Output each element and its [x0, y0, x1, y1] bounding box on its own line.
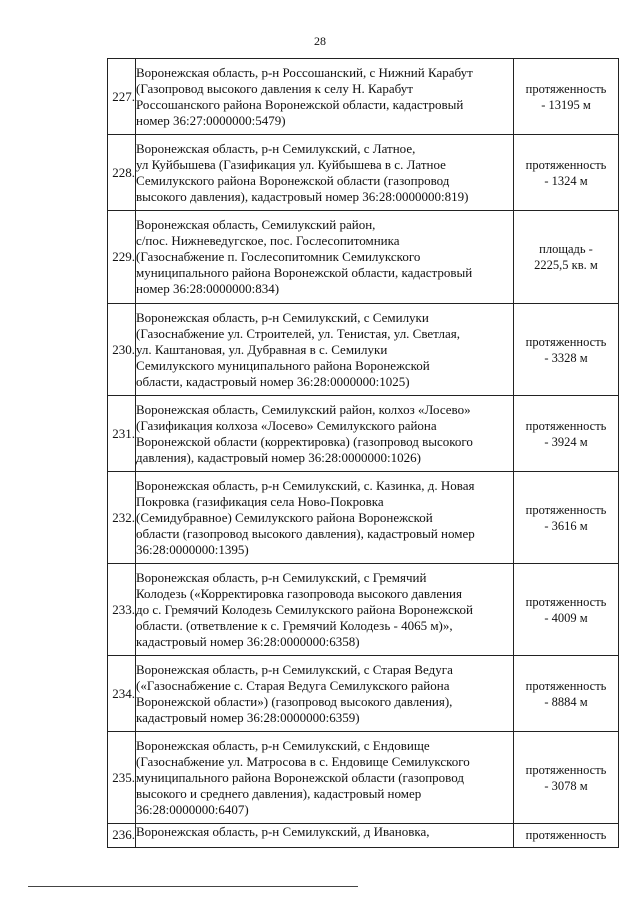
- object-description: Воронежская область, р-н Семилукский, с Латное, ул Куйбышева (Газификация ул. Куйбышева в с. Латное Семилукского района Воронежской области (газопровод высокого давления), кадастровый номер 36:28:0000000:819): [136, 135, 514, 211]
- object-description: Воронежская область, р-н Семилукский, с. Казинка, д. Новая Покровка (газификация села Ново-Покровка (Семидубравное) Семилукского района Воронежской области (газопровод высокого давления), кадастровый номер 36:28:0000000:1395): [136, 472, 514, 564]
- row-number: 233.: [108, 564, 136, 656]
- object-description: Воронежская область, Семилукский район, с/пос. Нижневедугское, пос. Гослесопитомника (Газоснабжение п. Гослесопитомник Семилукского муниципального района Воронежской области, кадастровый номер 36:28:0000000:834): [136, 211, 514, 304]
- object-description: Воронежская область, р-н Семилукский, с Гремячий Колодезь («Корректировка газопровода высокого давления до с. Гремячий Колодезь Семилукского района Воронежской области. (ответвление к с. Гремячий Колодезь - 4065 м)», кадастровый номер 36:28:0000000:6358): [136, 564, 514, 656]
- row-number: 231.: [108, 396, 136, 472]
- object-measurement: протяженность - 3328 м: [514, 304, 619, 396]
- object-description: Воронежская область, р-н Семилукский, с Старая Ведуга («Газоснабжение с. Старая Ведуга Семилукского района Воронежской области») (газопровод высокого давления), кадастровый номер 36:28:0000000:6359): [136, 656, 514, 732]
- object-description: Воронежская область, р-н Семилукский, д Ивановка,: [136, 824, 514, 848]
- table-row: [108, 304, 619, 396]
- row-number: 227.: [108, 59, 136, 135]
- object-description: Воронежская область, р-н Семилукский, с Ендовище (Газоснабжение ул. Матросова в с. Ендовище Семилукского муниципального района Воронежской области (газопровод высокого и среднего давления), кадастровый номер 36:28:0000000:6407): [136, 732, 514, 824]
- table-row: [108, 472, 619, 564]
- table-row: [108, 732, 619, 824]
- table-row: [108, 396, 619, 472]
- object-measurement: протяженность - 8884 м: [514, 656, 619, 732]
- table-row: [108, 656, 619, 732]
- table-row: [108, 824, 619, 848]
- object-measurement: площадь - 2225,5 кв. м: [514, 211, 619, 304]
- row-number: 236.: [108, 824, 136, 848]
- row-number: 229.: [108, 211, 136, 304]
- row-number: 235.: [108, 732, 136, 824]
- object-measurement: протяженность - 3924 м: [514, 396, 619, 472]
- object-measurement: протяженность - 1324 м: [514, 135, 619, 211]
- property-registry-table: [107, 58, 619, 848]
- row-number: 230.: [108, 304, 136, 396]
- table-row: [108, 59, 619, 135]
- row-number: 228.: [108, 135, 136, 211]
- object-description: Воронежская область, Семилукский район, колхоз «Лосево» (Газификация колхоза «Лосево» Семилукского района Воронежской области (корректировка) (газопровод высокого давления), кадастровый номер 36:28:0000000:1026): [136, 396, 514, 472]
- row-number: 232.: [108, 472, 136, 564]
- table-row: [108, 211, 619, 304]
- object-description: Воронежская область, р-н Россошанский, с Нижний Карабут (Газопровод высокого давления к селу Н. Карабут Россошанского района Воронежской области, кадастровый номер 36:27:0000000:5479): [136, 59, 514, 135]
- object-measurement: протяженность - 13195 м: [514, 59, 619, 135]
- footnote-separator: [28, 886, 358, 887]
- object-measurement: протяженность: [514, 824, 619, 848]
- table-row: [108, 135, 619, 211]
- registry-body: [108, 59, 619, 848]
- object-measurement: протяженность - 3616 м: [514, 472, 619, 564]
- page-number: 28: [314, 34, 326, 48]
- object-measurement: протяженность - 3078 м: [514, 732, 619, 824]
- row-number: 234.: [108, 656, 136, 732]
- table-row: [108, 564, 619, 656]
- object-measurement: протяженность - 4009 м: [514, 564, 619, 656]
- object-description: Воронежская область, р-н Семилукский, с Семилуки (Газоснабжение ул. Строителей, ул. Тенистая, ул. Светлая, ул. Каштановая, ул. Дубравная в с. Семилуки Семилукского муниципального района Воронежской области, кадастровый номер 36:28:0000000:1025): [136, 304, 514, 396]
